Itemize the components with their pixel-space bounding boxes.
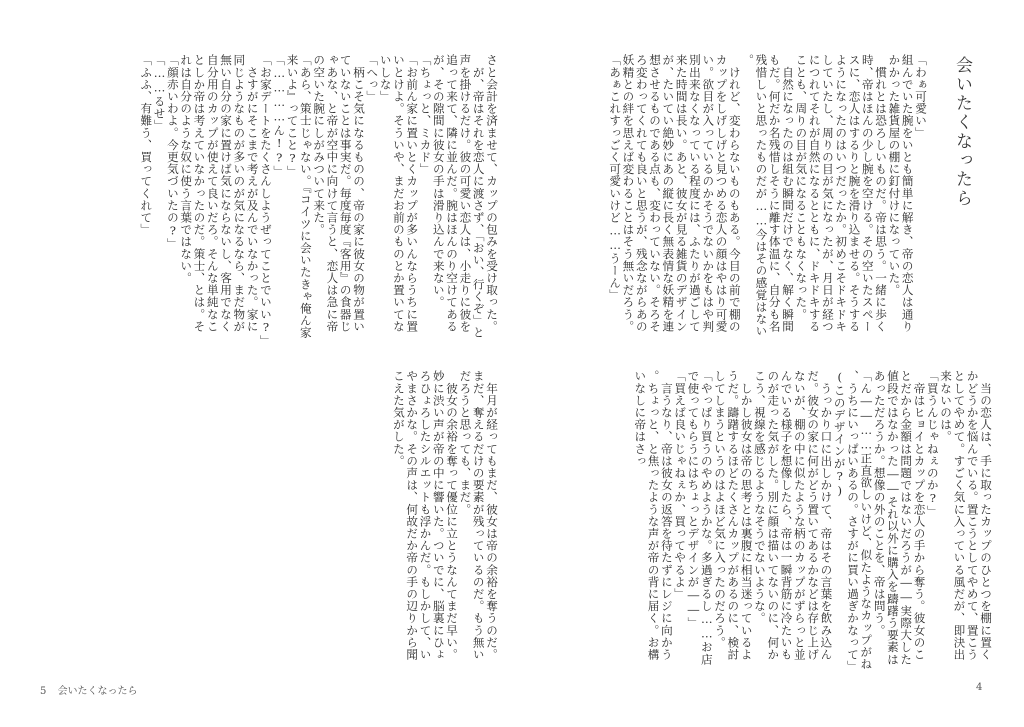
paragraph: 言うなり、帝は彼女の返答を待たずにレジに向かう。ちょっと、と焦ったような声が帝の背に届く。お構いなしに帝はさっ xyxy=(633,370,674,661)
paragraph: 自然になったのは組む瞬間だけでなく、解く瞬間もだ。何だか名残惜しそうに離す体温に、自分も名残惜しいと思ったものだが……今はその感覚はない。 xyxy=(741,54,796,338)
paragraph: 「買えば良いじゃねぇか、買ってやるよ」 xyxy=(673,370,688,600)
paragraph: 「ちょっと、ミカド」 xyxy=(418,54,433,175)
paragraph: しかし彼女は帝の思考とは裏腹に相当迷っているようだ。躊躇するほどたくさんカップがあるのに、検討してしまうというのはよほど気に入ったのだろう。 xyxy=(713,370,754,661)
page-number-left: 5 xyxy=(40,686,47,697)
paragraph: 「お前ん家に置いとくカップが多いんならうちに置いとけよ。そういや、まだお前のものとか置いてないしな」 xyxy=(378,54,420,333)
paragraph: 「あぁこれすっごく可愛いけど……うーん」 xyxy=(608,54,623,301)
paragraph: 組んでいた腕をいとも簡単に解き、帝の恋人は通りかかった雑貨屋の棚に釘付けになっていた。 xyxy=(887,54,915,333)
running-footer-left xyxy=(40,682,138,697)
paragraph: うっかり口に出しかけて、帝はその言葉を飲み込んだ。彼女の家に何がどう置いてあるかなどは存じ上げないが、棚の中に似たような柄のカップがずらっと並んでいる様子を想像したら、帝は一瞬背筋に冷たいものが走った気がした。別に顔は描いてないのに、何かこう、視線を感じるようなそうでないような。 xyxy=(752,370,834,661)
paragraph: 「やっぱり買うのやめようかな。多過ぎるし……お店で使ってもらうにはちょっとデザインが――」 xyxy=(686,370,714,666)
right-page-top-text xyxy=(572,54,927,341)
paragraph: 「ん――……正直欲しいけど、似たようなカップがね、うちにいっぱいあるの。さすがに買い過ぎかなって」 xyxy=(846,370,874,673)
paragraph: 「……るせ」 xyxy=(152,54,167,132)
running-title: 会いたくなったら xyxy=(57,686,138,697)
paragraph: 「わぁ可愛い」 xyxy=(914,54,928,139)
paragraph: 「お家デートをたくさんしようぜってことでいい?」 xyxy=(258,54,273,347)
paragraph: 「あら、策士じゃない。『コイツに会いたきゃ俺ん家来いよ』ってこと?」 xyxy=(285,54,313,339)
paragraph: 「へっ」 xyxy=(365,54,380,103)
paragraph: が、帝はそれを恋人に渡さず、「おい、行くぞ」と声を掛けるだけ。彼の可愛い恋人は、小走りに彼を追って来て、隣に並んだ。腕はほんのり空けてあるが、その隙間に彼女の手は滑り込んで来ない。 xyxy=(431,54,486,339)
paragraph: 「顔赤いわよ。今更気づいたの?」 xyxy=(165,54,180,250)
paragraph: 「ふふ、有難う、買ってくれて」 xyxy=(139,54,154,236)
paragraph: 「買うんじゃねぇのか?」 xyxy=(925,370,940,518)
paragraph: 彼女の余裕を奪って優位に立とうなんてまだ早い。妙に渋い声が帝の中に響いた。ついでに、脳裏にひょろひょろしたシルエットも浮かんだ。もしかして、いやまさかな。その声は、何故だか帝の手の辺りから聞こえた気がした。 xyxy=(391,370,460,661)
paragraph: 柄こそ気になるものの、帝の家に彼女の物が置いていないことは事実だ。毎度毎度『客用』の食器じゃあな、と帝が空中に向けて言うと、恋人は急に帝の空いた腕にしがみついて来た。 xyxy=(312,54,367,333)
left-page-top-text xyxy=(38,54,499,347)
paragraph: けれど、変わらないものもある。今目の前で棚のカップをしげしげと見つめる恋人の顔はやはり可愛い。欲目が入っているのかそうでないかをもはや判別出来なくなっている程度には、ふたりが過ごして来た時間は長い。あと、彼女が見る雑貨のデザインが、たいてい絶妙にあの縦に長く無表情な妖精を連想させるものである点も、変わっていない。そろそろ変わってくれても良いと思うが、残念ながらあの妖精との絆を思えば変わることはそう無いだろう。 xyxy=(621,54,742,333)
paragraph: 当の恋人は、手に取ったカップのひとつを棚に置くかどうかを悩んでいる。置こうとしてやめて、置こうとしてやめて。すごく気に入っている風だが、即決出来ないのは。 xyxy=(939,370,993,661)
paragraph: さと会計を済ませて、カップの包みを受け取った。 xyxy=(485,54,499,333)
paragraph: (このデザインが?) xyxy=(832,370,847,499)
paragraph: さすがにそこまで考えが及んでいなかった。家に同じようなものが多いのが気になるなら、まだ物が無い自分の家に置けば気にならないし、客用でなく自分用のカップが使えて良いだろ。そんな単純なことしか帝は考えていなかったのだ。策士、とは。それは自分のような奴に使う言葉ではない。 xyxy=(179,54,260,333)
paragraph: 帝はヒョイとカップを恋人の手から奪う。彼女のことだから金額は問題ではないだろうが――実際大した値段ではなかった――それ以外に購入を躊躇う要素はあっただろうか。想像の外のことを、帝は問う。 xyxy=(872,370,927,666)
paragraph: 「…………ん!?」 xyxy=(272,54,287,178)
right-page-bottom-text xyxy=(572,370,993,673)
chapter-title: 会いたくなったら xyxy=(952,56,972,208)
page-number-right: 4 xyxy=(976,682,983,693)
paragraph: 慣れとは恐ろしいものだ。帝は思う。一緒に歩く時、帝はほんの少し腕を空ける。その空いたスペースに、恋人はするりと腕を滑り込ませる。そうするようになったのはいつだったか。初めこそドキドキしていたし、周りの目が気になったが、月日が経つにつれてそれが自然になるとともに、ドキドキすることも、周りの目が気になることもなくなった。 xyxy=(794,54,889,333)
left-page-bottom-text xyxy=(330,370,498,670)
paragraph: 年月が経ってもまだ、彼女は帝の余裕を奪うのだ。まだ、奪えるだけの要素が残っているのだ。もう無いだろうと思っても、まだ。 xyxy=(458,370,499,661)
